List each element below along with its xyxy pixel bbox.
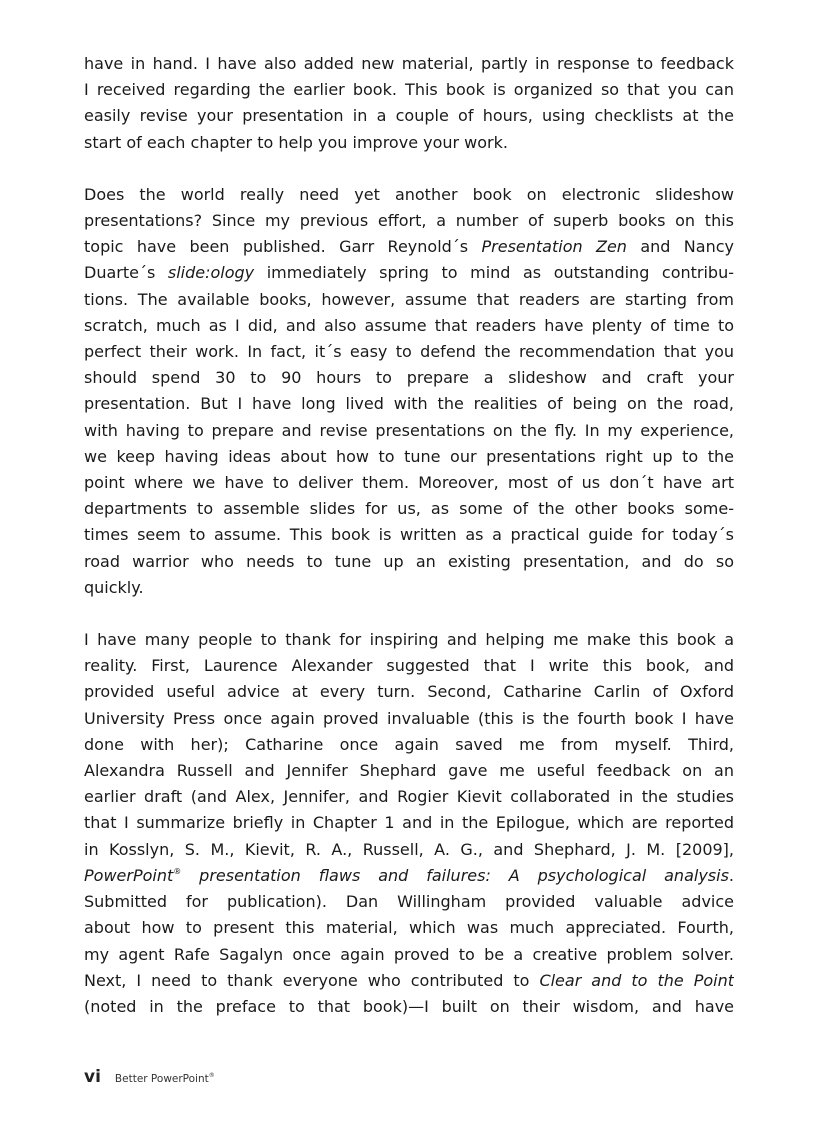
page-body — [84, 51, 734, 1020]
text-line: point where we have to deliver them. Moreover, most of us don´t have art — [84, 473, 734, 493]
running-head — [115, 1073, 215, 1085]
text-run: presentation flaws and failures: A psychological analysis — [199, 865, 729, 885]
text-line: I received regarding the earlier book. This book is organized so that you can — [84, 80, 734, 100]
paragraph — [84, 627, 734, 1020]
text-line: start of each chapter to help you improve your work. — [84, 132, 508, 152]
text-run: Next, I need to thank everyone who contributed to — [84, 970, 530, 990]
text-line — [84, 260, 734, 286]
text-line: my agent Rafe Sagalyn once again proved to be a creative problem solver. — [84, 944, 734, 964]
text-line: earlier draft (and Alex, Jennifer, and Rogier Kievit collaborated in the studies — [84, 787, 734, 807]
text-line: times seem to assume. This book is written as a practical guide for today´s — [84, 525, 734, 545]
text-line: departments to assemble slides for us, as some of the other books some- — [84, 499, 734, 519]
running-head-title: Better PowerPoint — [114, 1073, 209, 1085]
text-run: immediately spring to mind as outstanding contribu- — [266, 263, 734, 283]
text-line: in Kosslyn, S. M., Kievit, R. A., Russell, A. G., and Shephard, J. M. [2009], — [84, 839, 734, 859]
text-line: Alexandra Russell and Jennifer Shephard gave me useful feedback on an — [84, 761, 734, 781]
article-title — [84, 866, 729, 885]
text-line: done with her); Catharine once again saved me from myself. Third, — [84, 734, 734, 754]
text-line: Submitted for publication). Dan Willingham provided valuable advice — [84, 892, 734, 912]
text-line — [84, 234, 734, 260]
paragraph — [84, 182, 734, 601]
text-line: I have many people to thank for inspiring and helping me make this book a — [84, 630, 734, 650]
paragraph-gap — [84, 156, 734, 182]
text-run: PowerPoint — [84, 865, 174, 885]
page-footer — [84, 1067, 215, 1087]
text-line: should spend 30 to 90 hours to prepare a slideshow and craft your — [84, 368, 734, 388]
paragraph-gap — [84, 601, 734, 627]
text-run: topic have been published. Garr Reynold´s — [84, 237, 469, 257]
text-line: road warrior who needs to tune up an existing presentation, and do so — [84, 551, 734, 571]
text-line: presentations? Since my previous effort, a number of superb books on this — [84, 211, 734, 231]
text-line: quickly. — [84, 577, 144, 597]
text-run: and Nancy — [640, 237, 734, 257]
text-line: with having to prepare and revise presentations on the fly. In my experience, — [84, 420, 734, 440]
text-line: perfect their work. In fact, it´s easy to defend the recommendation that you — [84, 342, 734, 362]
text-line: have in hand. I have also added new material, partly in response to feedback — [84, 54, 734, 73]
registered-mark: ® — [173, 866, 182, 876]
page-number: vi — [84, 1067, 101, 1087]
text-line: about how to present this material, which was much appreciated. Fourth, — [84, 918, 734, 938]
text-line: Does the world really need yet another book on electronic slideshow — [84, 184, 734, 204]
text-line: that I summarize briefly in Chapter 1 and in the Epilogue, which are reported — [84, 813, 734, 833]
text-line: easily revise your presentation in a couple of hours, using checklists at the — [84, 106, 734, 126]
text-line: (noted in the preface to that book)—I built on their wisdom, and have — [84, 996, 734, 1016]
text-line — [84, 968, 734, 994]
book-title: Clear and to the Point — [539, 970, 734, 990]
text-line: University Press once again proved invaluable (this is the fourth book I have — [84, 708, 734, 728]
text-line — [84, 863, 734, 889]
text-run: Duarte´s — [84, 263, 156, 283]
text-line: presentation. But I have long lived with the realities of being on the road, — [84, 394, 734, 414]
text-run: . — [728, 865, 734, 885]
text-line: provided useful advice at every turn. Second, Catharine Carlin of Oxford — [84, 682, 734, 702]
text-line: tions. The available books, however, assume that readers are starting from — [84, 289, 734, 309]
paragraph — [84, 51, 734, 156]
book-title: Presentation Zen — [481, 237, 627, 257]
text-line: scratch, much as I did, and also assume that readers have plenty of time to — [84, 315, 734, 335]
text-line: we keep having ideas about how to tune our presentations right up to the — [84, 446, 734, 466]
text-line: reality. First, Laurence Alexander suggested that I write this book, and — [84, 656, 734, 676]
book-title: slide:ology — [167, 263, 255, 283]
registered-mark: ® — [208, 1072, 215, 1079]
